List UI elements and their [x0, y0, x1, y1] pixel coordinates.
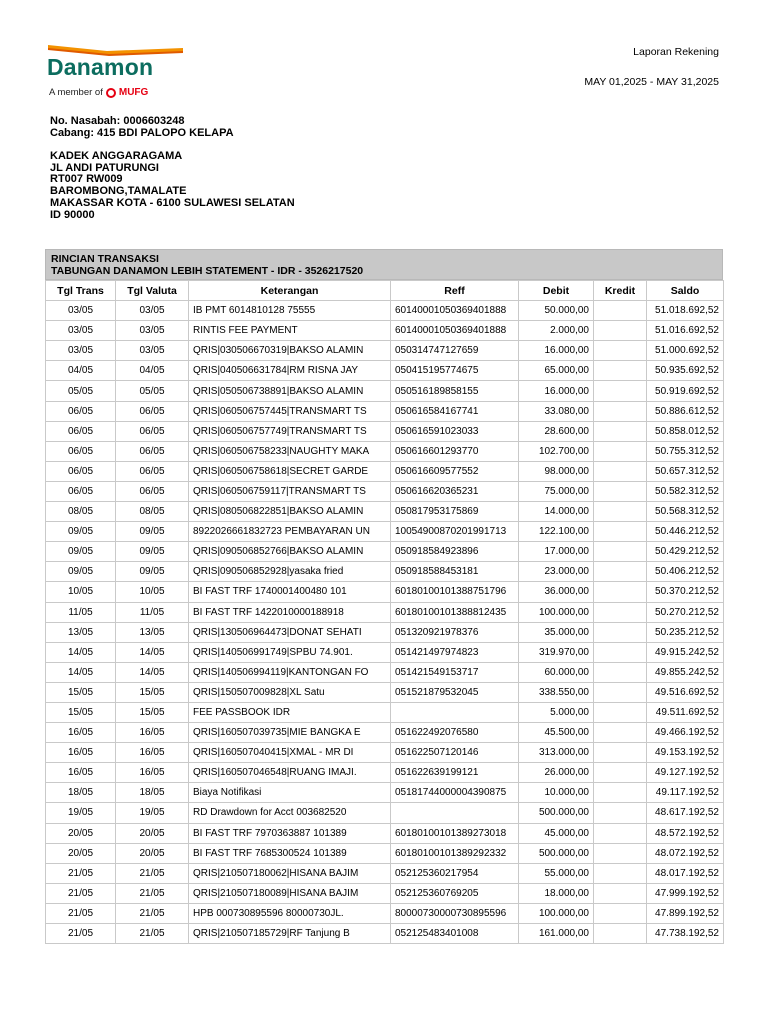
- cell-credit: [594, 441, 647, 461]
- section-subtitle: TABUNGAN DANAMON LEBIH STATEMENT - IDR - 3526217520: [51, 265, 364, 277]
- cell-description: QRIS|090506852766|BAKSO ALAMIN: [189, 542, 391, 562]
- cell-trans-date: 06/05: [46, 481, 116, 501]
- cell-trans-date: 16/05: [46, 723, 116, 743]
- cell-description: IB PMT 6014810128 75555: [189, 301, 391, 321]
- cell-value-date: 16/05: [116, 723, 189, 743]
- cell-balance: 50.858.012,52: [647, 421, 724, 441]
- cell-trans-date: 06/05: [46, 421, 116, 441]
- cell-trans-date: 21/05: [46, 883, 116, 903]
- transaction-section-header: [45, 249, 723, 280]
- cell-description: BI FAST TRF 1422010000188918: [189, 602, 391, 622]
- cell-value-date: 14/05: [116, 662, 189, 682]
- cell-value-date: 06/05: [116, 461, 189, 481]
- cell-balance: 51.016.692,52: [647, 321, 724, 341]
- cell-value-date: 15/05: [116, 682, 189, 702]
- cell-debit: 10.000,00: [519, 783, 594, 803]
- transaction-table: [45, 280, 724, 944]
- cell-value-date: 06/05: [116, 421, 189, 441]
- column-header: Tgl Valuta: [116, 281, 189, 301]
- cell-description: BI FAST TRF 1740001400480 101: [189, 582, 391, 602]
- cell-debit: 36.000,00: [519, 582, 594, 602]
- cell-value-date: 21/05: [116, 863, 189, 883]
- cell-debit: 35.000,00: [519, 622, 594, 642]
- cell-reference: 050616584167741: [391, 401, 519, 421]
- cell-debit: 16.000,00: [519, 381, 594, 401]
- cell-trans-date: 20/05: [46, 823, 116, 843]
- cell-value-date: 18/05: [116, 783, 189, 803]
- cell-reference: 050616620365231: [391, 481, 519, 501]
- cell-trans-date: 15/05: [46, 702, 116, 722]
- table-row: [46, 542, 724, 562]
- cell-debit: 2.000,00: [519, 321, 594, 341]
- report-period: MAY 01,2025 - MAY 31,2025: [584, 76, 719, 88]
- cell-debit: 319.970,00: [519, 642, 594, 662]
- table-row: [46, 602, 724, 622]
- cell-description: QRIS|150507009828|XL Satu: [189, 682, 391, 702]
- cell-value-date: 16/05: [116, 743, 189, 763]
- table-row: [46, 481, 724, 501]
- table-row: [46, 903, 724, 923]
- cell-description: BI FAST TRF 7685300524 101389: [189, 843, 391, 863]
- column-header: Saldo: [647, 281, 724, 301]
- cell-value-date: 08/05: [116, 502, 189, 522]
- cell-reference: 052125360769205: [391, 883, 519, 903]
- account-number: No. Nasabah: 0006603248: [50, 115, 185, 127]
- cell-balance: 50.429.212,52: [647, 542, 724, 562]
- cell-debit: 100.000,00: [519, 903, 594, 923]
- cell-value-date: 21/05: [116, 924, 189, 944]
- member-line: [49, 87, 148, 98]
- brand-name: Danamon: [47, 54, 154, 80]
- cell-balance: 47.999.192,52: [647, 883, 724, 903]
- cell-description: RD Drawdown for Acct 003682520: [189, 803, 391, 823]
- cell-debit: 26.000,00: [519, 763, 594, 783]
- cell-credit: [594, 662, 647, 682]
- cell-credit: [594, 461, 647, 481]
- cell-description: QRIS|060506758618|SECRET GARDE: [189, 461, 391, 481]
- account-branch: Cabang: 415 BDI PALOPO KELAPA: [50, 127, 234, 139]
- cell-reference: 050314747127659: [391, 341, 519, 361]
- cell-debit: 18.000,00: [519, 883, 594, 903]
- mufg-logo-icon: [106, 88, 116, 98]
- cell-trans-date: 14/05: [46, 662, 116, 682]
- cell-debit: 5.000,00: [519, 702, 594, 722]
- cell-trans-date: 06/05: [46, 401, 116, 421]
- cell-balance: 50.446.212,52: [647, 522, 724, 542]
- cell-credit: [594, 883, 647, 903]
- cell-reference: 050616601293770: [391, 441, 519, 461]
- cell-credit: [594, 823, 647, 843]
- cell-description: Biaya Notifikasi: [189, 783, 391, 803]
- cell-value-date: 09/05: [116, 562, 189, 582]
- cell-balance: 50.406.212,52: [647, 562, 724, 582]
- cell-trans-date: 10/05: [46, 582, 116, 602]
- cell-credit: [594, 562, 647, 582]
- cell-balance: 50.657.312,52: [647, 461, 724, 481]
- cell-credit: [594, 723, 647, 743]
- cell-reference: 051622507120146: [391, 743, 519, 763]
- cell-balance: 49.117.192,52: [647, 783, 724, 803]
- section-title: RINCIAN TRANSAKSI: [51, 253, 159, 265]
- cell-reference: 051521879532045: [391, 682, 519, 702]
- column-header: Keterangan: [189, 281, 391, 301]
- cell-credit: [594, 542, 647, 562]
- cell-credit: [594, 321, 647, 341]
- cell-balance: 49.127.192,52: [647, 763, 724, 783]
- cell-reference: 050616609577552: [391, 461, 519, 481]
- table-row: [46, 783, 724, 803]
- cell-value-date: 06/05: [116, 481, 189, 501]
- column-header: Kredit: [594, 281, 647, 301]
- cell-trans-date: 16/05: [46, 743, 116, 763]
- cell-description: QRIS|080506822851|BAKSO ALAMIN: [189, 502, 391, 522]
- cell-description: QRIS|030506670319|BAKSO ALAMIN: [189, 341, 391, 361]
- cell-trans-date: 09/05: [46, 562, 116, 582]
- cell-balance: 49.516.692,52: [647, 682, 724, 702]
- cell-credit: [594, 421, 647, 441]
- cell-trans-date: 21/05: [46, 863, 116, 883]
- cell-credit: [594, 924, 647, 944]
- table-row: [46, 702, 724, 722]
- cell-balance: 51.018.692,52: [647, 301, 724, 321]
- table-row: [46, 883, 724, 903]
- cell-debit: 14.000,00: [519, 502, 594, 522]
- cell-value-date: 19/05: [116, 803, 189, 823]
- cell-credit: [594, 401, 647, 421]
- cell-description: QRIS|210507180062|HISANA BAJIM: [189, 863, 391, 883]
- cell-reference: 60180100101389273018: [391, 823, 519, 843]
- table-row: [46, 502, 724, 522]
- cell-credit: [594, 863, 647, 883]
- cell-value-date: 21/05: [116, 903, 189, 923]
- cell-debit: 338.550,00: [519, 682, 594, 702]
- cell-value-date: 21/05: [116, 883, 189, 903]
- cell-description: QRIS|050506738891|BAKSO ALAMIN: [189, 381, 391, 401]
- cell-debit: 45.500,00: [519, 723, 594, 743]
- table-row: [46, 562, 724, 582]
- cell-description: QRIS|130506964473|DONAT SEHATI: [189, 622, 391, 642]
- table-row: [46, 381, 724, 401]
- cell-balance: 48.572.192,52: [647, 823, 724, 843]
- cell-balance: 48.017.192,52: [647, 863, 724, 883]
- cell-value-date: 20/05: [116, 823, 189, 843]
- cell-value-date: 03/05: [116, 321, 189, 341]
- cell-balance: 50.919.692,52: [647, 381, 724, 401]
- cell-trans-date: 03/05: [46, 321, 116, 341]
- table-row: [46, 421, 724, 441]
- cell-credit: [594, 743, 647, 763]
- customer-address: [50, 151, 295, 221]
- cell-credit: [594, 763, 647, 783]
- address-line: BAROMBONG,TAMALATE: [50, 185, 187, 198]
- cell-debit: 55.000,00: [519, 863, 594, 883]
- cell-debit: 23.000,00: [519, 562, 594, 582]
- cell-debit: 100.000,00: [519, 602, 594, 622]
- cell-description: BI FAST TRF 7970363887 101389: [189, 823, 391, 843]
- table-row: [46, 321, 724, 341]
- cell-value-date: 16/05: [116, 763, 189, 783]
- column-header: Debit: [519, 281, 594, 301]
- mufg-brand: MUFG: [118, 87, 149, 98]
- cell-credit: [594, 361, 647, 381]
- cell-credit: [594, 642, 647, 662]
- report-title: Laporan Rekening: [633, 46, 719, 58]
- cell-trans-date: 03/05: [46, 341, 116, 361]
- cell-balance: 50.935.692,52: [647, 361, 724, 381]
- cell-credit: [594, 502, 647, 522]
- cell-debit: 500.000,00: [519, 843, 594, 863]
- cell-debit: 60.000,00: [519, 662, 594, 682]
- cell-trans-date: 06/05: [46, 441, 116, 461]
- table-row: [46, 441, 724, 461]
- cell-reference: [391, 702, 519, 722]
- cell-reference: 05181744000004390875: [391, 783, 519, 803]
- cell-credit: [594, 301, 647, 321]
- table-row: [46, 843, 724, 863]
- cell-description: QRIS|060506757445|TRANSMART TS: [189, 401, 391, 421]
- table-row: [46, 582, 724, 602]
- cell-debit: 17.000,00: [519, 542, 594, 562]
- table-row: [46, 803, 724, 823]
- table-row: [46, 743, 724, 763]
- cell-reference: 051622639199121: [391, 763, 519, 783]
- cell-balance: 50.270.212,52: [647, 602, 724, 622]
- cell-balance: 48.617.192,52: [647, 803, 724, 823]
- cell-description: QRIS|090506852928|yasaka fried: [189, 562, 391, 582]
- table-row: [46, 682, 724, 702]
- table-row: [46, 924, 724, 944]
- cell-reference: 051421549153717: [391, 662, 519, 682]
- table-row: [46, 522, 724, 542]
- cell-reference: 052125483401008: [391, 924, 519, 944]
- cell-value-date: 09/05: [116, 542, 189, 562]
- member-prefix: A member of: [49, 87, 103, 98]
- cell-credit: [594, 783, 647, 803]
- cell-reference: 050516189858155: [391, 381, 519, 401]
- cell-value-date: 14/05: [116, 642, 189, 662]
- cell-balance: 47.738.192,52: [647, 924, 724, 944]
- cell-balance: 50.370.212,52: [647, 582, 724, 602]
- cell-description: QRIS|060506758233|NAUGHTY MAKA: [189, 441, 391, 461]
- cell-reference: 050415195774675: [391, 361, 519, 381]
- cell-credit: [594, 702, 647, 722]
- address-line: RT007 RW009: [50, 173, 123, 186]
- cell-description: QRIS|210507185729|RF Tanjung B: [189, 924, 391, 944]
- cell-credit: [594, 481, 647, 501]
- address-line: ID 90000: [50, 208, 95, 221]
- cell-debit: 75.000,00: [519, 481, 594, 501]
- table-row: [46, 461, 724, 481]
- cell-trans-date: 15/05: [46, 682, 116, 702]
- cell-debit: 65.000,00: [519, 361, 594, 381]
- cell-debit: 98.000,00: [519, 461, 594, 481]
- cell-reference: 050918588453181: [391, 562, 519, 582]
- cell-trans-date: 03/05: [46, 301, 116, 321]
- cell-reference: 60180100101388812435: [391, 602, 519, 622]
- cell-description: QRIS|060506759117|TRANSMART TS: [189, 481, 391, 501]
- cell-trans-date: 05/05: [46, 381, 116, 401]
- cell-value-date: 06/05: [116, 401, 189, 421]
- cell-description: FEE PASSBOOK IDR: [189, 702, 391, 722]
- cell-value-date: 11/05: [116, 602, 189, 622]
- cell-balance: 49.915.242,52: [647, 642, 724, 662]
- cell-trans-date: 13/05: [46, 622, 116, 642]
- cell-balance: 49.466.192,52: [647, 723, 724, 743]
- cell-reference: 10054900870201991713: [391, 522, 519, 542]
- cell-reference: 051320921978376: [391, 622, 519, 642]
- cell-reference: 050817953175869: [391, 502, 519, 522]
- cell-debit: 28.600,00: [519, 421, 594, 441]
- cell-trans-date: 14/05: [46, 642, 116, 662]
- cell-trans-date: 04/05: [46, 361, 116, 381]
- cell-value-date: 03/05: [116, 301, 189, 321]
- cell-reference: 60140001050369401888: [391, 301, 519, 321]
- table-row: [46, 662, 724, 682]
- cell-trans-date: 09/05: [46, 542, 116, 562]
- cell-credit: [594, 622, 647, 642]
- cell-description: 8922026661832723 PEMBAYARAN UN: [189, 522, 391, 542]
- cell-debit: 50.000,00: [519, 301, 594, 321]
- cell-trans-date: 18/05: [46, 783, 116, 803]
- cell-balance: 50.886.612,52: [647, 401, 724, 421]
- column-header: Tgl Trans: [46, 281, 116, 301]
- cell-credit: [594, 582, 647, 602]
- table-header-row: [46, 281, 724, 301]
- cell-reference: 050918584923896: [391, 542, 519, 562]
- cell-value-date: 10/05: [116, 582, 189, 602]
- cell-value-date: 13/05: [116, 622, 189, 642]
- table-row: [46, 763, 724, 783]
- cell-trans-date: 16/05: [46, 763, 116, 783]
- cell-reference: 80000730000730895596: [391, 903, 519, 923]
- cell-reference: 052125360217954: [391, 863, 519, 883]
- address-line: MAKASSAR KOTA - 6100 SULAWESI SELATAN: [50, 196, 295, 209]
- cell-credit: [594, 341, 647, 361]
- table-row: [46, 642, 724, 662]
- cell-value-date: 04/05: [116, 361, 189, 381]
- cell-description: QRIS|210507180089|HISANA BAJIM: [189, 883, 391, 903]
- table-row: [46, 823, 724, 843]
- cell-reference: 051421497974823: [391, 642, 519, 662]
- table-row: [46, 341, 724, 361]
- cell-reference: 051622492076580: [391, 723, 519, 743]
- cell-reference: [391, 803, 519, 823]
- cell-trans-date: 20/05: [46, 843, 116, 863]
- cell-credit: [594, 803, 647, 823]
- cell-description: QRIS|060506757749|TRANSMART TS: [189, 421, 391, 441]
- cell-description: QRIS|040506631784|RM RISNA JAY: [189, 361, 391, 381]
- cell-balance: 48.072.192,52: [647, 843, 724, 863]
- cell-trans-date: 06/05: [46, 461, 116, 481]
- cell-debit: 122.100,00: [519, 522, 594, 542]
- cell-trans-date: 08/05: [46, 502, 116, 522]
- table-row: [46, 401, 724, 421]
- cell-balance: 51.000.692,52: [647, 341, 724, 361]
- cell-description: RINTIS FEE PAYMENT: [189, 321, 391, 341]
- cell-credit: [594, 682, 647, 702]
- cell-balance: 49.153.192,52: [647, 743, 724, 763]
- cell-trans-date: 09/05: [46, 522, 116, 542]
- cell-balance: 50.235.212,52: [647, 622, 724, 642]
- cell-value-date: 15/05: [116, 702, 189, 722]
- cell-debit: 33.080,00: [519, 401, 594, 421]
- cell-reference: 050616591023033: [391, 421, 519, 441]
- cell-reference: 60180100101388751796: [391, 582, 519, 602]
- account-info: [50, 115, 234, 139]
- cell-value-date: 20/05: [116, 843, 189, 863]
- cell-debit: 102.700,00: [519, 441, 594, 461]
- cell-balance: 49.511.692,52: [647, 702, 724, 722]
- cell-credit: [594, 903, 647, 923]
- cell-debit: 45.000,00: [519, 823, 594, 843]
- transaction-rows: [46, 301, 724, 944]
- cell-value-date: 09/05: [116, 522, 189, 542]
- cell-trans-date: 19/05: [46, 803, 116, 823]
- table-row: [46, 863, 724, 883]
- cell-credit: [594, 843, 647, 863]
- table-row: [46, 622, 724, 642]
- cell-debit: 500.000,00: [519, 803, 594, 823]
- cell-value-date: 06/05: [116, 441, 189, 461]
- cell-reference: 60180100101389292332: [391, 843, 519, 863]
- cell-trans-date: 11/05: [46, 602, 116, 622]
- address-line: JL ANDI PATURUNGI: [50, 161, 159, 174]
- address-line: KADEK ANGGARAGAMA: [50, 150, 183, 162]
- cell-trans-date: 21/05: [46, 903, 116, 923]
- cell-trans-date: 21/05: [46, 924, 116, 944]
- cell-description: QRIS|160507046548|RUANG IMAJI.: [189, 763, 391, 783]
- cell-description: HPB 000730895596 80000730JL.: [189, 903, 391, 923]
- cell-reference: 60140001050369401888: [391, 321, 519, 341]
- cell-value-date: 03/05: [116, 341, 189, 361]
- cell-balance: 50.568.312,52: [647, 502, 724, 522]
- column-header: Reff: [391, 281, 519, 301]
- cell-description: QRIS|140506991749|SPBU 74.901.: [189, 642, 391, 662]
- cell-value-date: 05/05: [116, 381, 189, 401]
- cell-balance: 47.899.192,52: [647, 903, 724, 923]
- table-row: [46, 723, 724, 743]
- cell-debit: 313.000,00: [519, 743, 594, 763]
- cell-description: QRIS|140506994119|KANTONGAN FO: [189, 662, 391, 682]
- cell-description: QRIS|160507040415|XMAL - MR DI: [189, 743, 391, 763]
- cell-description: QRIS|160507039735|MIE BANGKA E: [189, 723, 391, 743]
- table-row: [46, 301, 724, 321]
- cell-debit: 161.000,00: [519, 924, 594, 944]
- cell-debit: 16.000,00: [519, 341, 594, 361]
- cell-balance: 49.855.242,52: [647, 662, 724, 682]
- table-row: [46, 361, 724, 381]
- cell-balance: 50.755.312,52: [647, 441, 724, 461]
- cell-credit: [594, 602, 647, 622]
- cell-balance: 50.582.312,52: [647, 481, 724, 501]
- cell-credit: [594, 381, 647, 401]
- cell-credit: [594, 522, 647, 542]
